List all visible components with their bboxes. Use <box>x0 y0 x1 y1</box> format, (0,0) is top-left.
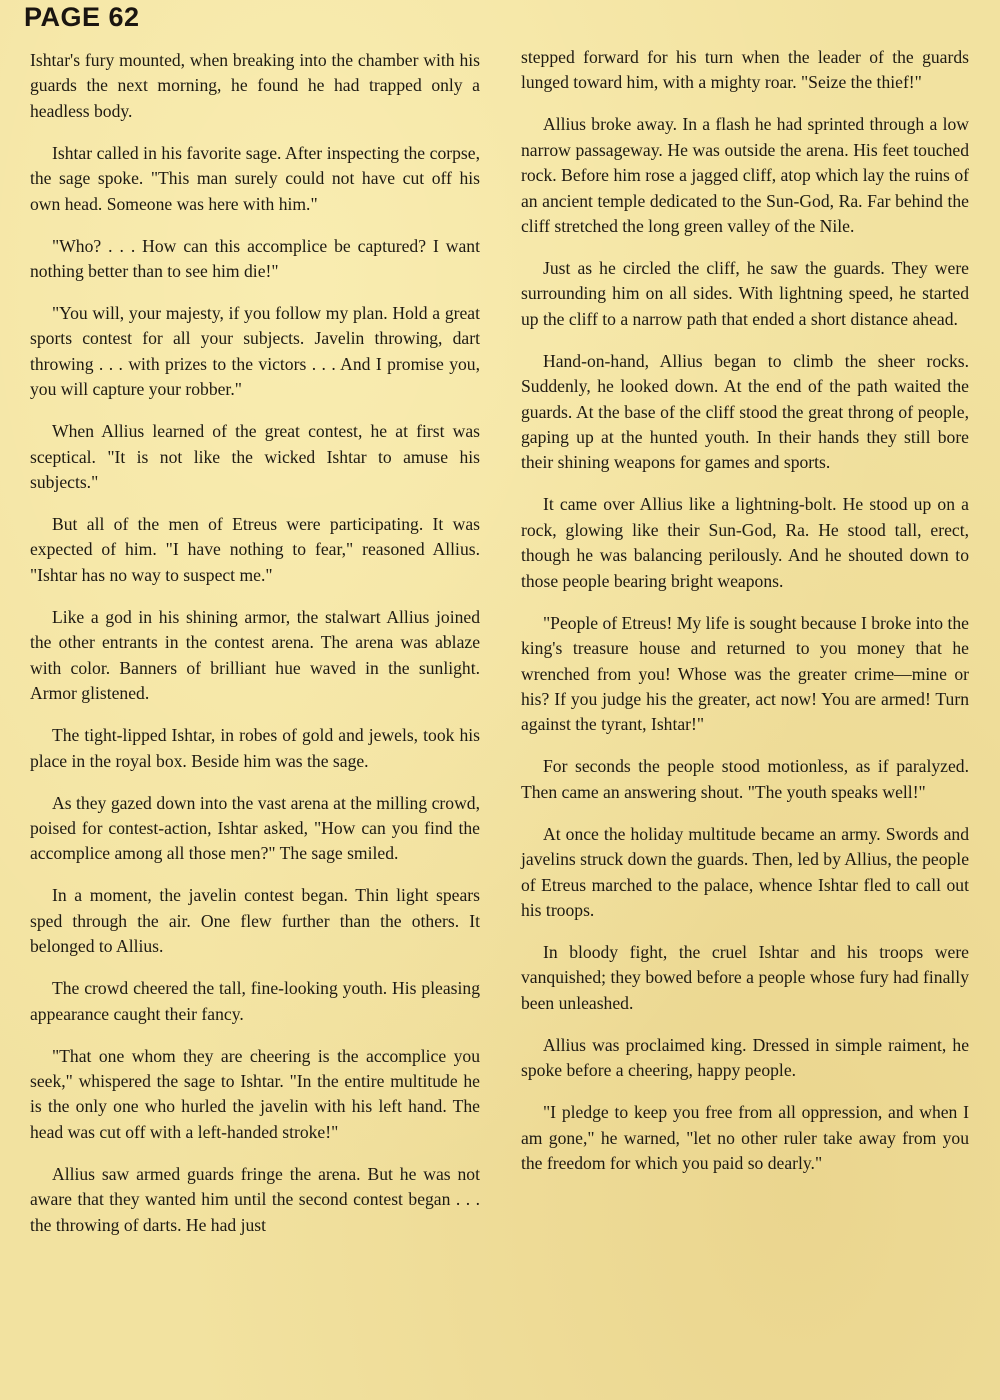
paragraph: Like a god in his shining armor, the stalwart Allius joined the other entrants in the contest arena. The arena was ablaze with color. Banners of brilliant hue waved in the sunlight. Armor glistened. <box>30 606 480 704</box>
paragraph: As they gazed down into the vast arena at the milling crowd, poised for contest-action, Ishtar asked, "How can you find the accomplice among all those men?" The sage smiled. <box>30 792 480 864</box>
paragraph: But all of the men of Etreus were participating. It was expected of him. "I have nothing to fear," reasoned Allius. "Ishtar has no way to suspect me." <box>30 514 480 585</box>
paragraph: The tight-lipped Ishtar, in robes of gold and jewels, took his place in the royal box. Beside him was the sage. <box>30 725 480 771</box>
paragraph: "I pledge to keep you free from all oppression, and when I am gone," he warned, "let no other ruler take away from you the freedom for which you paid so dearly." <box>521 1102 969 1173</box>
paragraph: In a moment, the javelin contest began. Thin light spears sped through the air. One flew further than the others. It belonged to Allius. <box>30 885 480 957</box>
right-column <box>521 45 969 1193</box>
paragraph: stepped forward for his turn when the leader of the guards lunged toward him, with a mighty roar. "Seize the thief!" <box>521 47 969 93</box>
paragraph: Allius saw armed guards fringe the arena. But he was not aware that they wanted him until the second contest began . . . the throwing of darts. He had just <box>30 1163 480 1235</box>
left-column <box>30 48 480 1255</box>
paragraph: "That one whom they are cheering is the accomplice you seek," whispered the sage to Ishtar. "In the entire multitude he is the only one who hurled the javelin with his left hand. The head was cut off with a left-handed stroke!" <box>30 1045 480 1142</box>
paragraph: Allius broke away. In a flash he had sprinted through a low narrow passageway. He was outside the arena. His feet touched rock. Before him rose a jagged cliff, atop which lay the ruins of an ancient temple dedicated to the Sun-God, Ra. Far behind the cliff stretched the long green valley of the Nile. <box>521 114 969 237</box>
paragraph: When Allius learned of the great contest, he at first was sceptical. "It is not like the wicked Ishtar to amuse his subjects." <box>30 421 480 493</box>
paragraph: At once the holiday multitude became an army. Swords and javelins struck down the guards. Then, led by Allius, the people of Etreus marched to the palace, whence Ishtar fled to call out his troops. <box>521 823 969 920</box>
paragraph: The crowd cheered the tall, fine-looking youth. His pleasing appearance caught their fancy. <box>30 978 480 1024</box>
paragraph: Ishtar's fury mounted, when breaking into the chamber with his guards the next morning, he found he had trapped only a headless body. <box>30 50 480 121</box>
paragraph: In bloody fight, the cruel Ishtar and his troops were vanquished; they bowed before a people whose fury had finally been unleashed. <box>521 941 969 1013</box>
paragraph: Hand-on-hand, Allius began to climb the sheer rocks. Suddenly, he looked down. At the end of the path waited the guards. At the base of the cliff stood the great throng of people, gaping up at the hunted youth. In their hands they still bore their shining weapons for games and sports. <box>521 350 969 473</box>
paragraph: It came over Allius like a lightning-bolt. He stood up on a rock, glowing like their Sun-God, Ra. He stood tall, erect, though he was balancing perilously. And he shouted down to those people bearing bright weapons. <box>521 494 969 591</box>
paragraph: For seconds the people stood motionless, as if paralyzed. Then came an answering shout. "The youth speaks well!" <box>521 756 969 802</box>
paragraph: "People of Etreus! My life is sought because I broke into the king's treasure house and returned to you money that he wrenched from you! Whose was the greater crime—mine or his? If you judge his the greater, act now! You are armed! Turn against the tyrant, Ishtar!" <box>521 612 969 735</box>
paragraph: "Who? . . . How can this accomplice be captured? I want nothing better than to see him die!" <box>30 235 480 282</box>
paragraph: Allius was proclaimed king. Dressed in simple raiment, he spoke before a cheering, happy people. <box>521 1034 969 1081</box>
paragraph: Ishtar called in his favorite sage. After inspecting the corpse, the sage spoke. "This man surely could not have cut off his own head. Someone was here with him." <box>30 142 480 214</box>
paragraph: "You will, your majesty, if you follow my plan. Hold a great sports contest for all your subjects. Javelin throwing, dart throwing . . . with prizes to the victors . . . And I promise you, you will capture your robber." <box>30 303 480 400</box>
paragraph: Just as he circled the cliff, he saw the guards. They were surrounding him on all sides. With lightning speed, he started up the cliff to a narrow path that ended a short distance ahead. <box>521 258 969 329</box>
page-number: PAGE 62 <box>24 2 140 32</box>
